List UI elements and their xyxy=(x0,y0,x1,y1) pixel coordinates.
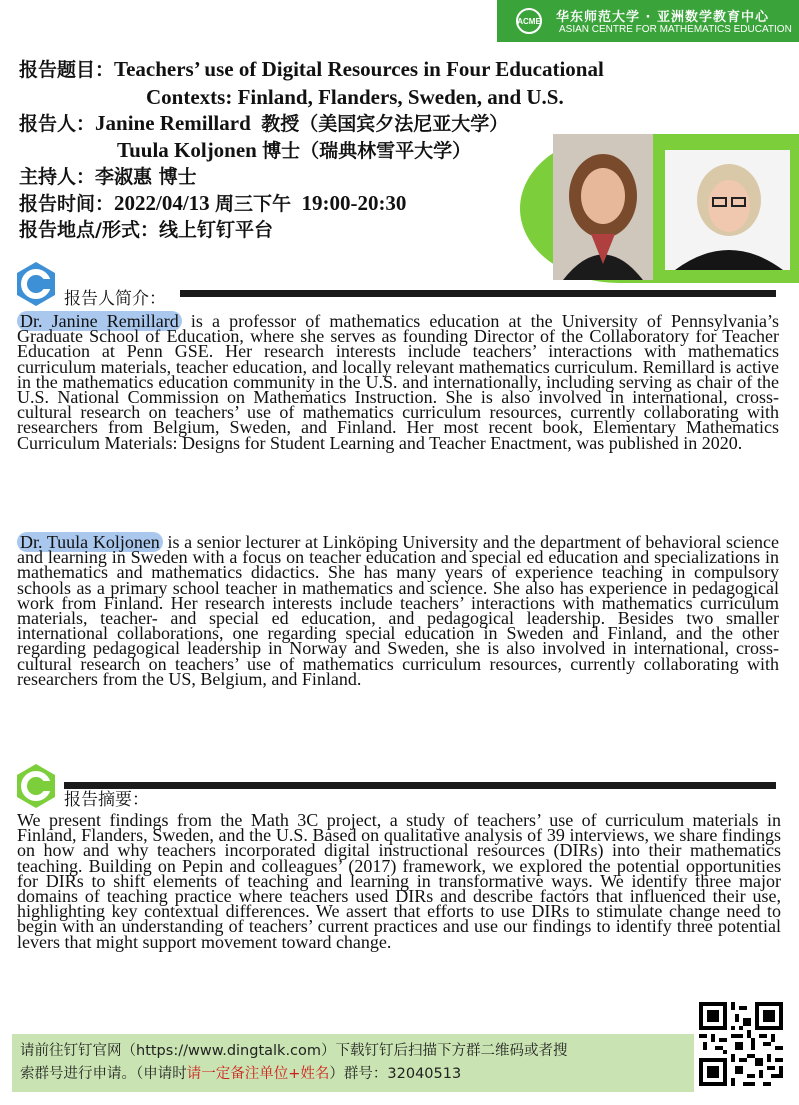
speaker-label: 报告人： xyxy=(19,113,96,135)
org-name-en: ASIAN CENTRE FOR MATHEMATICS EDUCATION xyxy=(559,24,792,35)
title-line1 xyxy=(19,55,604,84)
speaker2-name: Tuula Koljonen xyxy=(117,138,257,162)
speaker1-name: Janine Remillard xyxy=(95,111,251,135)
bio-janine xyxy=(17,311,779,453)
abstract-text: We present findings from the Math 3C project, a study of teachers’ use of curriculum materials in Finland, Flanders, Sweden, and the U.S. Based on qualitative analysis of 39 interviews, we share findings on how and why teachers incorporated digital instructional resources (DIRs) into their mathematics teaching. Building on Pepin and colleagues’ (2017) framework, we explored the potential opportunities for DIRs to shift elements of teaching and learning in transformative ways. We identify three major domains of teaching practice where teachers used DIRs and describe factors that influenced their use, highlighting key contextual differences. We assert that efforts to use DIRs to stimulate change need to begin with an understanding of teachers’ current practices and use our findings to identify three potential levers that might support movement toward change. xyxy=(17,810,781,952)
speaker2-title: 博士（瑞典林雪平大学） xyxy=(262,140,472,162)
logo-icon xyxy=(516,8,542,34)
abstract-heading: 报告摘要： xyxy=(64,790,149,810)
bio-divider xyxy=(180,290,776,297)
host-label: 主持人： xyxy=(19,166,96,188)
speaker-line1 xyxy=(19,109,508,138)
place-label: 报告地点/形式： xyxy=(19,219,159,241)
qr-code[interactable] xyxy=(699,1002,783,1086)
footer-line2b: ）群号：32040513 xyxy=(329,1066,462,1082)
speaker2-photo xyxy=(665,150,790,270)
place-line xyxy=(19,215,273,244)
place-value: 线上钉钉平台 xyxy=(158,219,273,241)
title-label: 报告题目： xyxy=(19,59,115,81)
section-c-icon xyxy=(12,260,60,308)
time-range: 19:00-20:30 xyxy=(301,191,407,215)
logo-text: ACME xyxy=(517,16,541,26)
time-day: 周三下午 xyxy=(214,193,291,215)
bio-tuula xyxy=(17,532,779,689)
time-label: 报告时间： xyxy=(19,193,115,215)
speaker1-title: 教授（美国宾夕法尼亚大学） xyxy=(261,113,509,135)
time-line xyxy=(19,189,406,218)
footer-required-note: 请一定备注单位+姓名 xyxy=(186,1066,330,1082)
host-line xyxy=(19,162,197,191)
footer-line1: 请前往钉钉官网（https://www.dingtalk.com）下载钉钉后扫描下方群二维码或者搜 xyxy=(20,1043,568,1059)
footer-line2a: 索群号进行申请。（申请时 xyxy=(20,1066,187,1082)
time-date: 2022/04/13 xyxy=(114,191,210,215)
footer-note xyxy=(20,1040,690,1086)
host-value: 李淑惠 博士 xyxy=(95,166,197,188)
bio2-text: is a senior lecturer at Linköping University and the department of behavioral science and learning in Sweden with a focus on teacher education and special ed education and specializations in mathematics and mathematics didactics. She has many years of experience teaching in compulsory schools as a primary school teacher in mathematics and science. She also has experience in pedagogical work from Finland. Her research interests include teachers’ interactions with mathematics curriculum materials, teacher- and special ed education, and pedagogical leadership. Besides two smaller international collaborations, one regarding special education in Sweden and Finland, and the other regarding pedagogical leadership in Norway and Sweden, she is also involved in international, cross-cultural research on teachers’ use of mathematics curriculum resources, currently collaborating with researchers from the US, Belgium, and Finland. xyxy=(17,532,779,689)
title-line2: Contexts: Finland, Flanders, Sweden, and U.S. xyxy=(146,85,564,109)
abstract-divider xyxy=(64,782,776,789)
bio-heading: 报告人简介： xyxy=(64,289,166,309)
org-name-cn: 华东师范大学 · 亚洲数学教育中心 xyxy=(556,10,769,25)
speaker1-photo xyxy=(553,134,653,280)
section-c-icon xyxy=(12,762,60,810)
bio1-name: Dr. Janine Remillard xyxy=(17,311,182,331)
bio2-name: Dr. Tuula Koljonen xyxy=(17,532,163,552)
speaker-line2 xyxy=(117,136,471,165)
bio1-text: is a professor of mathematics education at the University of Pennsylvania’s Graduate School of Education, where she serves as founding Director of the Collaboratory for Teacher Education at Penn GSE. Her research interests include teachers’ interactions with mathematics curriculum materials, teacher education, and locally relevant mathematics curriculum. Remillard is active in the mathematics education community in the U.S. and internationally, including serving as chair of the U.S. National Commission on Mathematics Instruction. She is also involved in international, cross-cultural research on teachers’ use of mathematics curriculum resources, currently collaborating with researchers from Belgium, Sweden, and Finland. Her most recent book, Elementary Mathematics Curriculum Materials: Designs for Student Learning and Teacher Enactment, was published in 2020. xyxy=(17,311,779,453)
title-text-1: Teachers’ use of Digital Resources in Four Educational xyxy=(114,57,604,81)
